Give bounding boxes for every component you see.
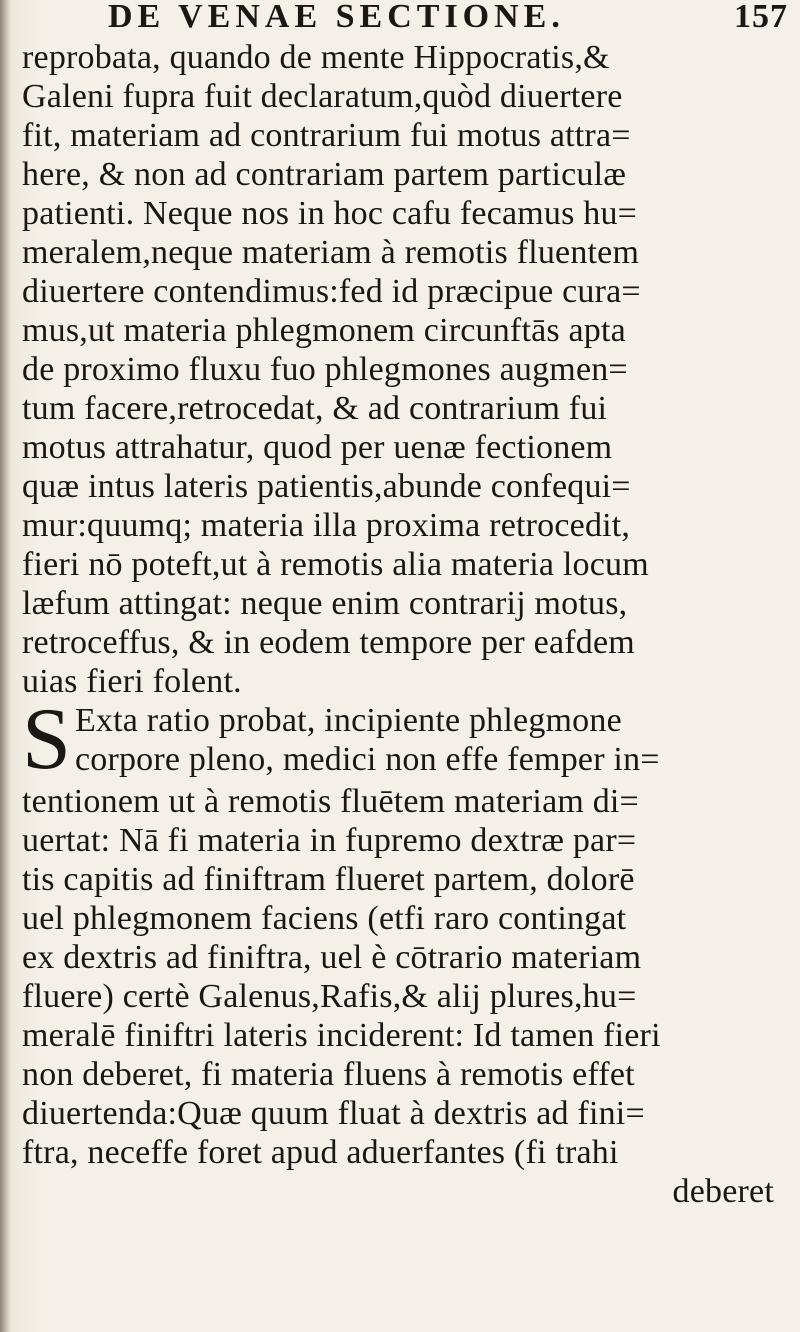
text-line: Galeni fupra fuit declaratum,quòd diuertere	[22, 78, 623, 115]
text-line: Exta ratio probat, incipiente phlegmone	[74, 702, 622, 739]
paragraph-two	[22, 691, 792, 1211]
drop-cap-initial: S	[22, 691, 71, 788]
catchword: deberet	[672, 1173, 774, 1210]
text-line: meralē finiftri lateris inciderent: Id tamen fieri	[22, 1017, 661, 1054]
text-line: fit, materiam ad contrarium fui motus attra=	[22, 117, 631, 154]
text-line: corpore pleno, medici non effe femper in=	[74, 741, 660, 778]
text-line: uel phlegmonem faciens (etfi raro contingat	[22, 900, 627, 937]
text-line: læfum attingat: neque enim contrarij motus,	[22, 585, 628, 622]
text-line: retroceffus, & in eodem tempore per eafdem	[22, 624, 635, 661]
body-text	[22, 38, 792, 1211]
text-line: quæ intus lateris patientis,abunde confequi=	[22, 468, 631, 505]
page-gutter-shadow	[0, 0, 10, 1332]
running-header	[108, 0, 788, 34]
text-line: diuertere contendimus:fed id præcipue cura=	[22, 273, 641, 310]
text-line: motus attrahatur, quod per uenæ fectionem	[22, 429, 613, 466]
text-line: fieri nō poteft,ut à remotis alia materia locum	[22, 546, 649, 583]
text-line: meralem,neque materiam à remotis fluentem	[22, 234, 640, 271]
text-line: ex dextris ad finiftra, uel è cōtrario materiam	[22, 939, 642, 976]
text-line: uias fieri folent.	[22, 663, 242, 700]
text-line: non deberet, fi materia fluens à remotis effet	[22, 1056, 635, 1093]
text-line: tum facere,retrocedat, & ad contrarium fui	[22, 390, 608, 427]
text-line: fluere) certè Galenus,Rafis,& alij plures,hu=	[22, 978, 637, 1015]
text-line: de proximo fluxu fuo phlegmones augmen=	[22, 351, 628, 388]
text-line: uertat: Nā fi materia in fupremo dextræ par=	[22, 822, 637, 859]
text-line: mur:quumq; materia illa proxima retrocedit,	[22, 507, 631, 544]
text-line: tentionem ut à remotis fluētem materiam di=	[22, 783, 639, 820]
running-title: DE VENAE SECTIONE.	[108, 0, 565, 35]
text-line: here, & non ad contrariam partem particulæ	[22, 156, 627, 193]
text-line: patienti. Neque nos in hoc cafu fecamus hu=	[22, 195, 638, 232]
text-line: diuertenda:Quæ quum fluat à dextris ad fini=	[22, 1095, 645, 1132]
text-line: ftra, neceffe foret apud aduerfantes (fi trahi	[22, 1134, 619, 1171]
text-line: reprobata, quando de mente Hippocratis,&	[22, 39, 610, 76]
text-line: mus,ut materia phlegmonem circunftās apta	[22, 312, 626, 349]
text-line: tis capitis ad finiftram flueret partem, dolorē	[22, 861, 635, 898]
page-number: 157	[734, 0, 788, 35]
